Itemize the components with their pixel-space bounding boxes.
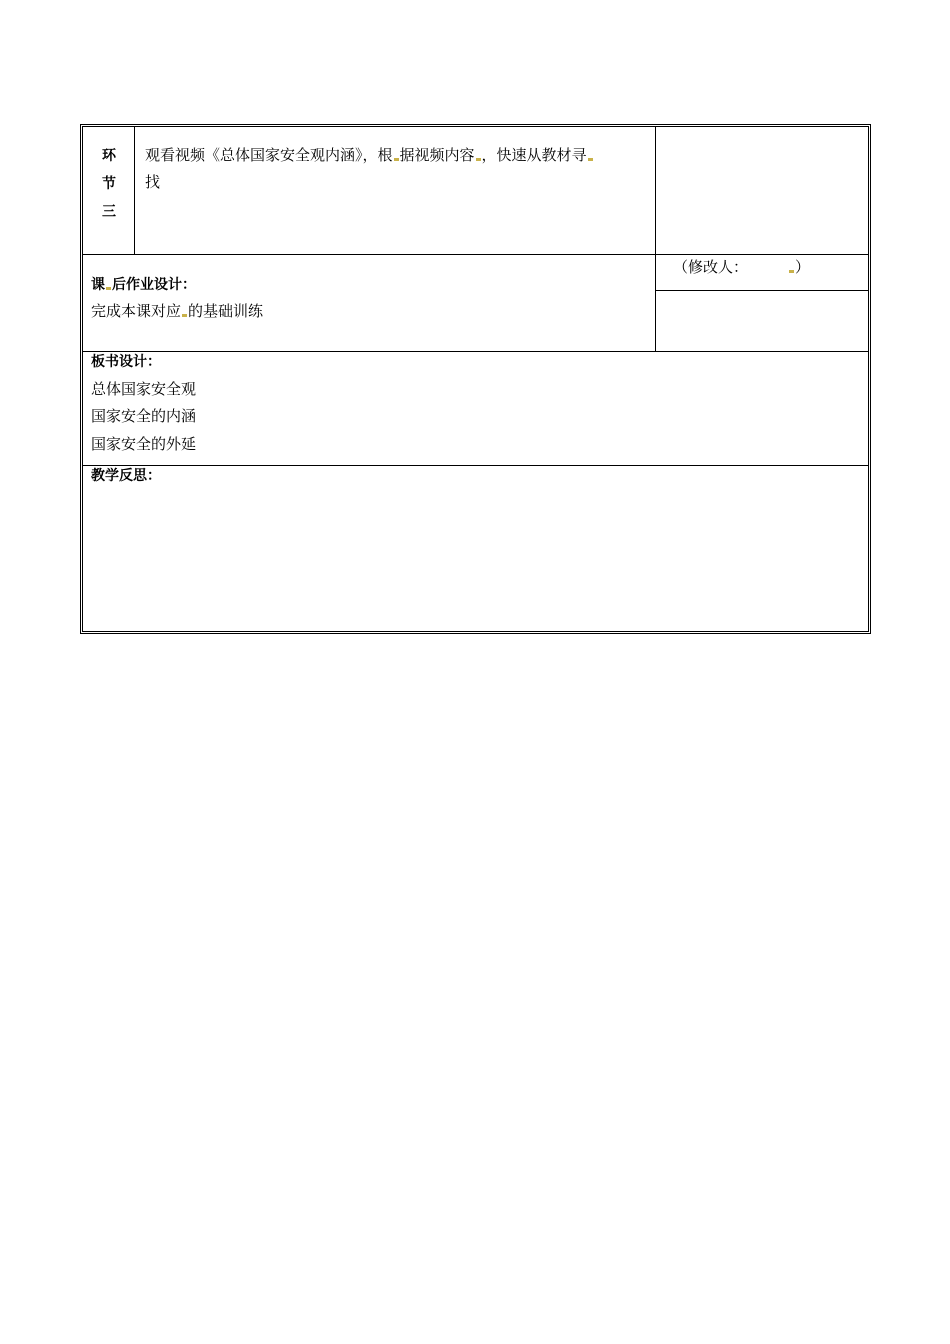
edit-mark-icon (106, 287, 111, 290)
row-divider-stage-bottom (83, 254, 868, 255)
edit-mark-icon (789, 270, 794, 273)
board-design-heading: 板书设计： (91, 354, 161, 370)
stage-content-part-b: 据视频内容 (399, 146, 475, 164)
teaching-reflection-heading: 教学反思： (91, 468, 161, 484)
stage-content-part-a: 观看视频《总体国家安全观内涵》，根 (145, 146, 393, 164)
homework-heading (91, 275, 196, 295)
stage-content-line-2: 找 (145, 173, 161, 191)
edit-mark-icon (394, 158, 399, 161)
stage-label-char-2: 节 (102, 176, 116, 192)
homework-body-part-a: 完成本课对应 (91, 302, 182, 320)
reviser-label: （修改人： (673, 258, 749, 276)
homework-body-part-b: 的基础训练 (188, 302, 264, 320)
board-line-2: 国家安全的内涵 (91, 407, 197, 425)
column-divider-stage-label (134, 127, 135, 254)
homework-heading-part-a: 课 (91, 277, 105, 293)
homework-heading-part-b: 后作业设计： (112, 277, 196, 293)
stage-label-char-3: 三 (102, 204, 116, 220)
stage-content-part-c: ，快速从教材寻 (481, 146, 587, 164)
homework-body (91, 301, 263, 321)
board-line-3: 国家安全的外延 (91, 435, 197, 453)
reviser-close: ） (795, 258, 811, 276)
edit-mark-icon (588, 158, 593, 161)
row-divider-reviser (655, 290, 868, 291)
lesson-plan-table (80, 124, 871, 634)
row-divider-homework-bottom (83, 351, 868, 352)
board-line-1: 总体国家安全观 (91, 380, 197, 398)
column-divider-notes (655, 127, 656, 351)
stage-label-char-1: 环 (102, 148, 116, 164)
reviser-field (673, 257, 810, 277)
row-divider-board-bottom (83, 465, 868, 466)
stage-content-line-1 (145, 145, 594, 165)
edit-mark-icon (476, 158, 481, 161)
edit-mark-icon (182, 314, 187, 317)
